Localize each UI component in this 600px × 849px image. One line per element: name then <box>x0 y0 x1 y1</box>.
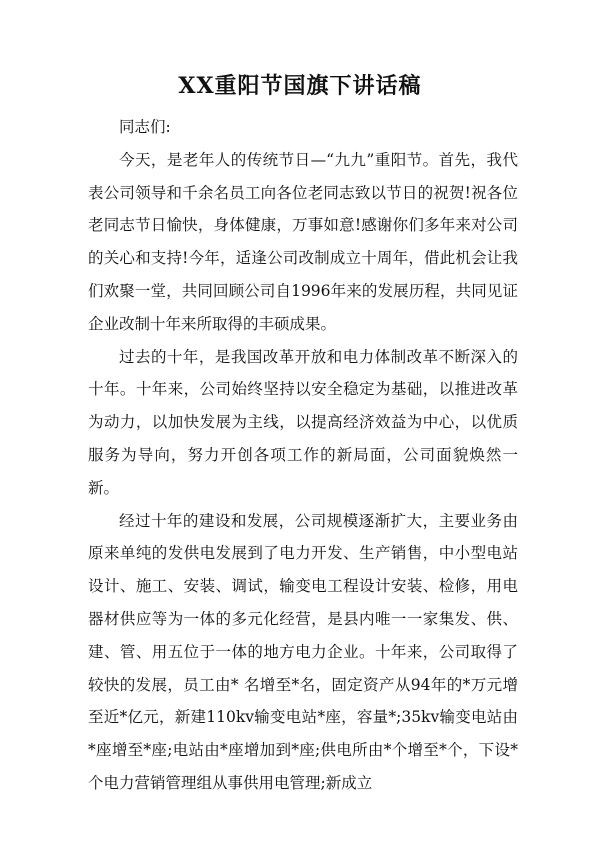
paragraph-1: 今天，是老年人的传统节日—“九九”重阳节。首先，我代表公司领导和千余名员工向各位老同志致以节日的祝贺!祝各位老同志节日愉快，身体健康，万事如意!感谢你们多年来对公司的关心和支持!今年，适逢公司改制成立十周年，借此机会让我们欢聚一堂，共同回顾公司自1996年来的发展历程，共同见证企业改制十年来所取得的丰硕成果。 <box>88 150 518 333</box>
paragraph-3: 经过十年的建设和发展，公司规模逐渐扩大，主要业务由原来单纯的发供电发展到了电力开发、生产销售，中小型电站设计、施工、安装、调试，输变电工程设计安装、检修，用电器材供应等为一体的多元化经营，是县内唯一一家集发、供、建、管、用五位于一体的地方电力企业。十年来，公司取得了较快的发展，员工由* 名增至*名，固定资产从94年的*万元增至近*亿元，新建110kv输变电站*座，容量*;35kv输变电站由*座增至*座;电站由*座增加到*座;供电所由*个增至*个，下设*个电力营销管理组从事供用电管理;新成立 <box>88 511 518 792</box>
document-body <box>88 111 518 800</box>
salutation: 同志们: <box>119 118 171 136</box>
document-title: XX重阳节国旗下讲话稿 <box>178 73 422 99</box>
paragraph-2: 过去的十年，是我国改革开放和电力体制改革不断深入的十年。十年来，公司始终坚持以安全稳定为基础，以推进改革为动力，以加快发展为主线，以提高经济效益为中心，以优质服务为导向，努力开创各项工作的新局面，公司面貌焕然一新。 <box>88 347 518 497</box>
